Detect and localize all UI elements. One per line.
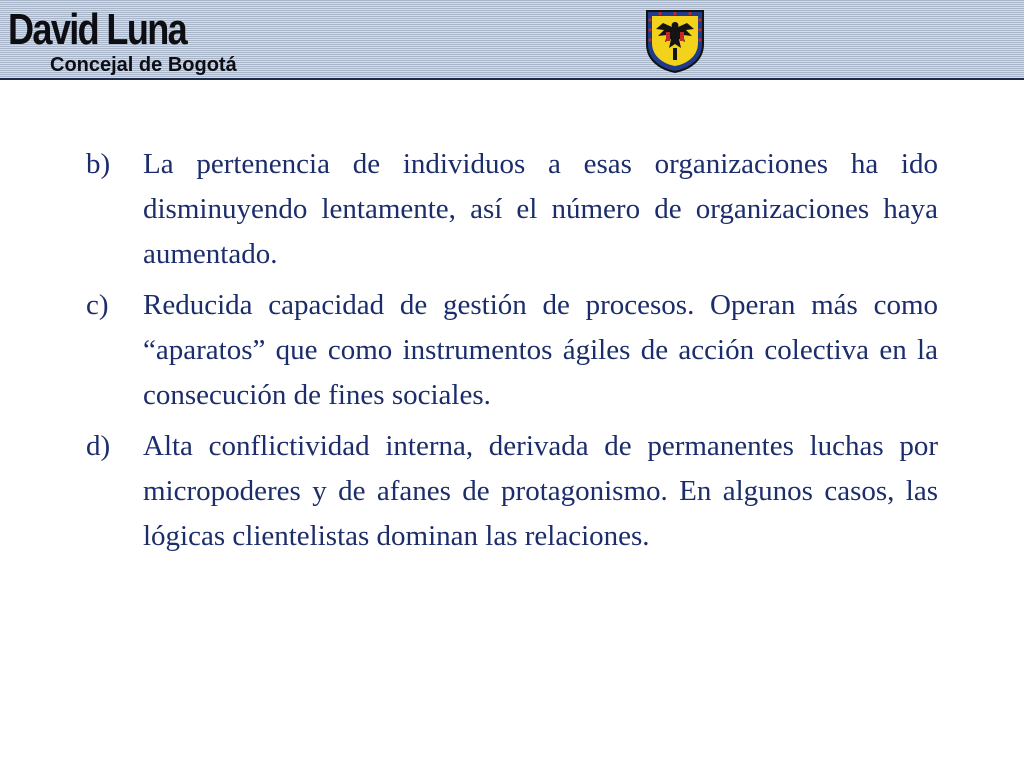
brand-subtitle: Concejal de Bogotá xyxy=(50,54,237,76)
bullet-list xyxy=(86,142,938,565)
header-banner xyxy=(0,0,1024,80)
list-marker: b) xyxy=(86,148,111,180)
list-item xyxy=(86,142,938,277)
list-item-text: Alta conflictividad interna, derivada de permanentes luchas por micropoderes y de afanes de protagonismo. En algunos casos, las lógicas clientelistas dominan las relaciones. xyxy=(143,430,938,552)
list-marker: c) xyxy=(86,289,109,321)
brand-name: David Luna xyxy=(8,5,187,54)
list-item-text: Reducida capacidad de gestión de procesos. Operan más como “aparatos” que como instrumentos ágiles de acción colectiva en la consecución de fines sociales. xyxy=(143,289,938,411)
list-item-text: La pertenencia de individuos a esas organizaciones ha ido disminuyendo lentamente, así el número de organizaciones haya aumentado. xyxy=(143,148,938,270)
list-item xyxy=(86,424,938,559)
list-item xyxy=(86,283,938,418)
list-marker: d) xyxy=(86,430,111,462)
bogota-coat-of-arms-icon xyxy=(644,8,706,74)
